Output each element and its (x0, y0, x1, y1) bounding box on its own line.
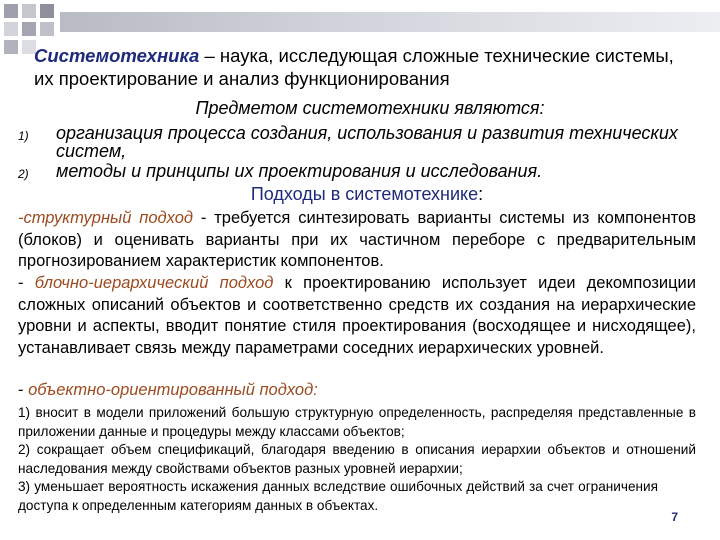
oo-suffix: : (313, 381, 318, 399)
deco-square (40, 4, 54, 18)
deco-square (4, 4, 18, 18)
subject-text: методы и принципы их проектирования и исследования. (56, 161, 543, 181)
block-text: к проектированию использует идеи декомпозиции сложных описаний объектов и соответственно средств их создания на иерархические уровни и аспекты, вводит понятие стиля проектирования (восходящее и нисходящее), устанавливает связь между параметрами соседних иерархических уровней. (18, 274, 696, 358)
oo-term: объектно-ориентированный подход (28, 381, 314, 399)
subject-number: 1) (18, 129, 29, 143)
deco-square (40, 22, 54, 36)
subject-item-1 (18, 124, 698, 162)
deco-square (4, 40, 18, 54)
structural-prefix: - (18, 209, 24, 227)
structural-term: структурный подход (23, 209, 193, 227)
subject-heading: Предметом системотехники являются: (195, 98, 545, 118)
subject-number: 2) (18, 167, 29, 181)
approaches-heading (0, 184, 720, 205)
block-term: блочно-иерархический подход (34, 274, 274, 292)
deco-square (4, 22, 18, 36)
structural-approach (18, 208, 696, 273)
approaches-heading-text: Подходы в системотехнике (250, 184, 479, 204)
definition-text: – наука, исследующая сложные технические системы, их проектирование и анализ функционирования (34, 45, 674, 89)
oo-prefix: - (18, 381, 29, 399)
oo-point-3: 3) уменьшает вероятность искажения данных вследствие ошибочных действий за счет ограничения доступа к определенным категориям данных в объектах. (18, 479, 658, 513)
approaches-heading-colon: : (478, 184, 484, 204)
oo-approach (18, 380, 696, 402)
deco-square (22, 22, 36, 36)
definition (34, 44, 674, 90)
oo-point-2: 2) сокращает объем спецификаций, благодаря введению в описания иерархии объектов и отношений наследования между свойствами объектов разных уровней иерархии; (18, 442, 696, 476)
definition-term: Системотехника (34, 45, 200, 66)
structural-text: - требуется синтезировать варианты системы из компонентов (блоков) и оценивать варианты при их частичном переборе с предварительным прогнозированием характеристик компонентов. (18, 209, 697, 271)
subject-text: организация процесса создания, использования и развития технических систем, (56, 123, 678, 161)
subject-item-2 (18, 162, 698, 182)
block-prefix: - (18, 274, 35, 292)
deco-square (22, 4, 36, 18)
block-approach (18, 273, 696, 360)
header-band (60, 12, 720, 32)
oo-point-1: 1) вносит в модели приложений большую структурную определенность, распределяя представленные в приложении данные и процедуры между классами объектов; (18, 405, 696, 439)
page-number: 7 (671, 510, 678, 524)
